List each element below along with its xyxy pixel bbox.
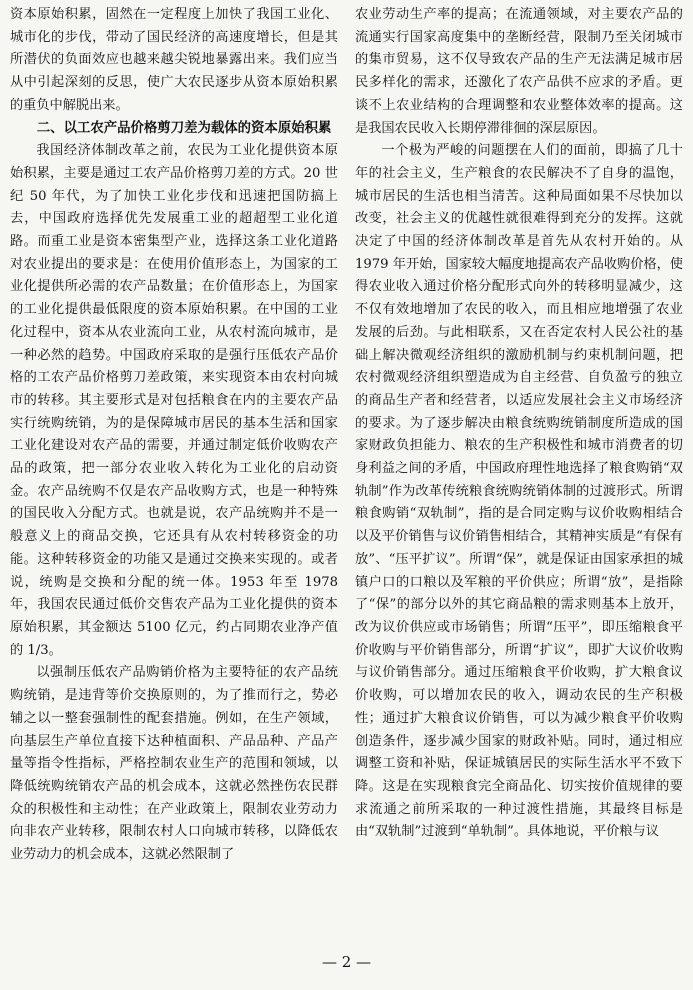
- paragraph: 一个极为严峻的问题摆在人们的面前，即搞了几十年的社会主义，生产粮食的农民解决不了自身的温饱，城市居民的生活也相当清苦。这种局面如果不尽快加以改变，社会主义的优越性就很难得到充分的发挥。这就决定了中国的经济体制改革是首先从农村开始的。从 1979 年开始，国家较大幅度地提高农产品收购价格，使得农业收入通过价格分配形式向外的转移明显减少，这不仅有效地增加了农民的收入，而且相应地增强了农业发展的后劲。与此相联系，又在否定农村人民公社的基础上解决微观经济组织的激励机制与约束机制问题，把农村微观经济组织塑造成为自主经营、自负盈亏的独立的商品生产者和经营者，以适应发展社会主义市场经济的要求。为了逐步解决由粮食统购统销制度所造成的国家财政负担能力、粮农的生产积极性和城市消费者的切身利益之间的矛盾，中国政府理性地选择了粮食购销“双轨制”作为改革传统粮食统购统销体制的过渡形式。所谓粮食购销“双轨制”，指的是合同定购与议价收购相结合以及平价销售与议价销售相结合，其精神实质是“有保有放”、“压平扩议”。所谓“保”，就是保证由国家承担的城镇户口的口粮以及军粮的平价供应；所谓“放”，是指除了“保”的部分以外的其它商品粮的需求则基本上放开，改为议价供应或市场销售；所谓“压平”，即压缩粮食平价收购与平价销售部分，所谓“扩议”，即扩大议价收购与议价销售部分。通过压缩粮食平价收购，扩大粮食议价收购，可以增加农民的收入，调动农民的生产积极性；通过扩大粮食议价销售，可以为减少粮食平价收购创造条件，逐步减少国家的财政补贴。同时，通过相应调整工资和补贴，保证城镇居民的实际生活水平不致下降。这是在实现粮食完全商品化、切实按价值规律的要求流通之前所采取的一种过渡性措施，其最终目标是由“双轨制”过渡到“单轨制”。具体地说，平价粮与议: [355, 143, 683, 840]
- paragraph: 资本原始积累，固然在一定程度上加快了我国工业化、城市化的步伐，带动了国民经济的高速度增长，但是其所潜伏的负面效应也越来越尖锐地暴露出来。我们应当从中引起深刻的反思，使广大农民逐步从资本原始积累的重负中解脱出来。: [10, 7, 338, 113]
- page-number: — 2 —: [321, 953, 372, 971]
- paragraph: 我国经济体制改革之前，农民为工业化提供资本原始积累，主要是通过工农产品价格剪刀差的方式。20 世纪 50 年代，为了加快工业化步伐和迅速把国防搞上去，中国政府选择优先发展重工业的超超型工业化道路。而重工业是资本密集型产业，选择这条工业化道路对农业提出的要求是：在使用价值形态上，为国家的工业化提供所必需的农产品数量；在价值形态上，为国家的工业化提供最低限度的资本原始积累。在中国的工业化过程中，资本从农业流向工业，从农村流向城市，是一种必然的趋势。中国政府采取的是强行压低农产品价格的工农产品价格剪刀差政策，来实现资本由农村向城市的转移。其主要形式是对包括粮食在内的主要农产品实行统购统销，为的是保障城市居民的基本生活和国家工业化建设对农产品的需要，并通过制定低价收购农产品的政策，把一部分农业收入转化为工业化的启动资金。农产品统购不仅是农产品收购方式，也是一种特殊的国民收入分配方式。也就是说，农产品统购并不是一般意义上的商品交换，它还具有从农村转移资金的功能。这种转移资金的功能又是通过交换来实现的。或者说，统购是交换和分配的统一体。1953 年至 1978 年，我国农民通过低价交售农产品为工业化提供的资本原始积累，其金额达 5100 亿元，约占同期农业净产值的 1/3。: [10, 143, 338, 658]
- section-heading: 二、以工农产品价格剪刀差为载体的资本原始积累: [36, 120, 332, 136]
- paragraph: 农业劳动生产率的提高；在流通领域，对主要农产品的流通实行国家高度集中的垄断经营，限制乃至关闭城市的集市贸易，这不仅导致农产品的生产无法满足城市居民多样化的需求，还激化了农产品供不应求的矛盾。更谈不上农业结构的合理调整和农业整体效率的提高。这是我国农民收入长期停滞徘徊的深层原因。: [355, 7, 683, 136]
- left-column: [10, 4, 338, 944]
- paragraph: 以强制压低农产品购销价格为主要特征的农产品统购统销，是违背等价交换原则的，为了推而行之，势必辅之以一整套强制性的配套措施。例如，在生产领域，向基层生产单位直接下达种植面积、产品品种、产品产量等指令性指标，严格控制农业生产的范围和领域，以降低统购统销农产品的机会成本，这就必然挫伤农民群众的积极性和主动性；在产业政策上，限制农业劳动力向非农产业转移，限制农村人口向城市转移，以降低农业劳动力的机会成本，这就必然限制了: [10, 665, 338, 863]
- two-column-body: [10, 4, 683, 944]
- right-column: [355, 4, 683, 944]
